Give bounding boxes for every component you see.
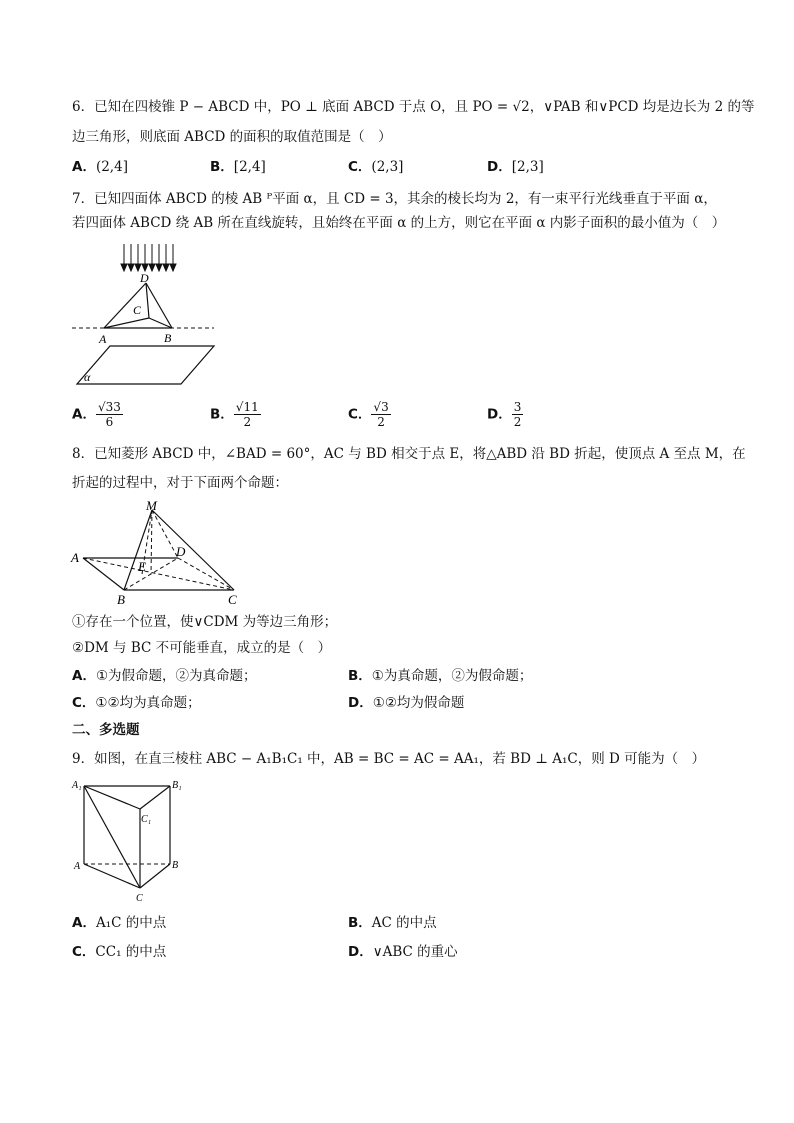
q9-stem-line1: 9．如图，在直三棱柱 ABC − A₁B₁C₁ 中，AB = BC = AC = AA₁，若 BD ⊥ A₁C，则 D 可能为（ ）	[72, 751, 706, 767]
q8-rhombus-fold-figure	[66, 496, 256, 608]
q6-stem-line2: 边三角形，则底面 ABCD 的面积的取值范围是（ ）	[72, 129, 392, 145]
label-a1: A₁	[72, 780, 82, 791]
dashed-edges	[83, 510, 234, 590]
label-c1: C₁	[141, 814, 152, 825]
q6-option-a: A．(2,4]	[72, 159, 128, 175]
solid-edges	[83, 510, 234, 590]
label-b: B	[172, 860, 179, 871]
label-d: D	[176, 544, 186, 559]
q7-option-b: B． $\frac{√11}{2}$	[210, 400, 259, 429]
q7-option-a: A． $\frac{√33}{6}$	[72, 400, 121, 429]
q7-option-c: C． $\frac{√3}{2}$	[348, 400, 389, 429]
label-alpha: α	[84, 370, 91, 384]
fraction: $\frac{√11}{2}$	[235, 400, 259, 429]
light-rays	[121, 244, 176, 271]
q9-option-b: B．AC 的中点	[348, 915, 437, 931]
q9-option-d: D．∨ABC 的重心	[348, 944, 458, 960]
section-heading: 二、多选题	[72, 722, 140, 738]
q8-option-c: C．①②均为真命题；	[72, 695, 201, 711]
plane-alpha	[77, 346, 214, 384]
label-e: E	[138, 559, 146, 574]
label-b: B	[117, 592, 125, 607]
q7-option-d: D． $\frac{3}{2}$	[487, 400, 522, 429]
label-a: A	[74, 861, 81, 872]
fraction: $\frac{√3}{2}$	[373, 400, 389, 429]
q8-proposition-2: ②DM 与 BC 不可能垂直，成立的是（ ）	[72, 640, 332, 656]
q8-option-d: D．①②均为假命题	[348, 695, 465, 711]
q8-stem-line2: 折起的过程中，对于下面两个命题：	[72, 475, 288, 491]
q9-option-a: A．A₁C 的中点	[72, 915, 167, 931]
q8-option-a: A．①为假命题，②为真命题；	[72, 668, 257, 684]
fraction: $\frac{3}{2}$	[513, 400, 522, 429]
label-b: B	[164, 331, 172, 345]
label-d: D	[140, 271, 149, 285]
label-a: A	[71, 550, 79, 565]
q8-stem-line1: 8．已知菱形 ABCD 中，∠BAD = 60°，AC 与 BD 相交于点 E，将△ABD 沿 BD 折起，使顶点 A 至点 M，在	[72, 446, 746, 462]
q7-stem-line2: 若四面体 ABCD 绕 AB 所在直线旋转，且始终在平面 α 的上方，则它在平面 α 内影子面积的最小值为（ ）	[72, 215, 726, 231]
q8-option-b: B．①为真命题，②为假命题；	[348, 668, 533, 684]
q6-option-b: B．[2,4]	[210, 159, 266, 175]
label-c: C	[136, 893, 143, 904]
label-b1: B₁	[172, 780, 182, 791]
q9-prism-figure	[68, 776, 190, 906]
q9-option-c: C．CC₁ 的中点	[72, 944, 167, 960]
q8-proposition-1: ①存在一个位置，使∨CDM 为等边三角形；	[72, 614, 338, 630]
label-c: C	[228, 592, 237, 607]
label-a: A	[99, 332, 107, 346]
label-m: M	[146, 498, 157, 513]
q6-option-d: D．[2,3]	[487, 159, 544, 175]
q6-stem-line1: 6．已知在四棱锥 P − ABCD 中，PO ⊥ 底面 ABCD 于点 O，且 PO = √2，∨PAB 和∨PCD 均是边长为 2 的等	[72, 99, 755, 115]
q7-tetrahedron-figure	[68, 240, 218, 388]
solid-edges	[84, 786, 170, 888]
fraction: $\frac{√33}{6}$	[97, 400, 121, 429]
q7-stem-line1: 7．已知四面体 ABCD 的棱 AB ᴾ平面 α，且 CD = 3，其余的棱长均为 2，有一束平行光线垂直于平面 α，	[72, 191, 717, 207]
label-c: C	[133, 303, 142, 317]
q6-option-c: C．(2,3]	[348, 159, 404, 175]
